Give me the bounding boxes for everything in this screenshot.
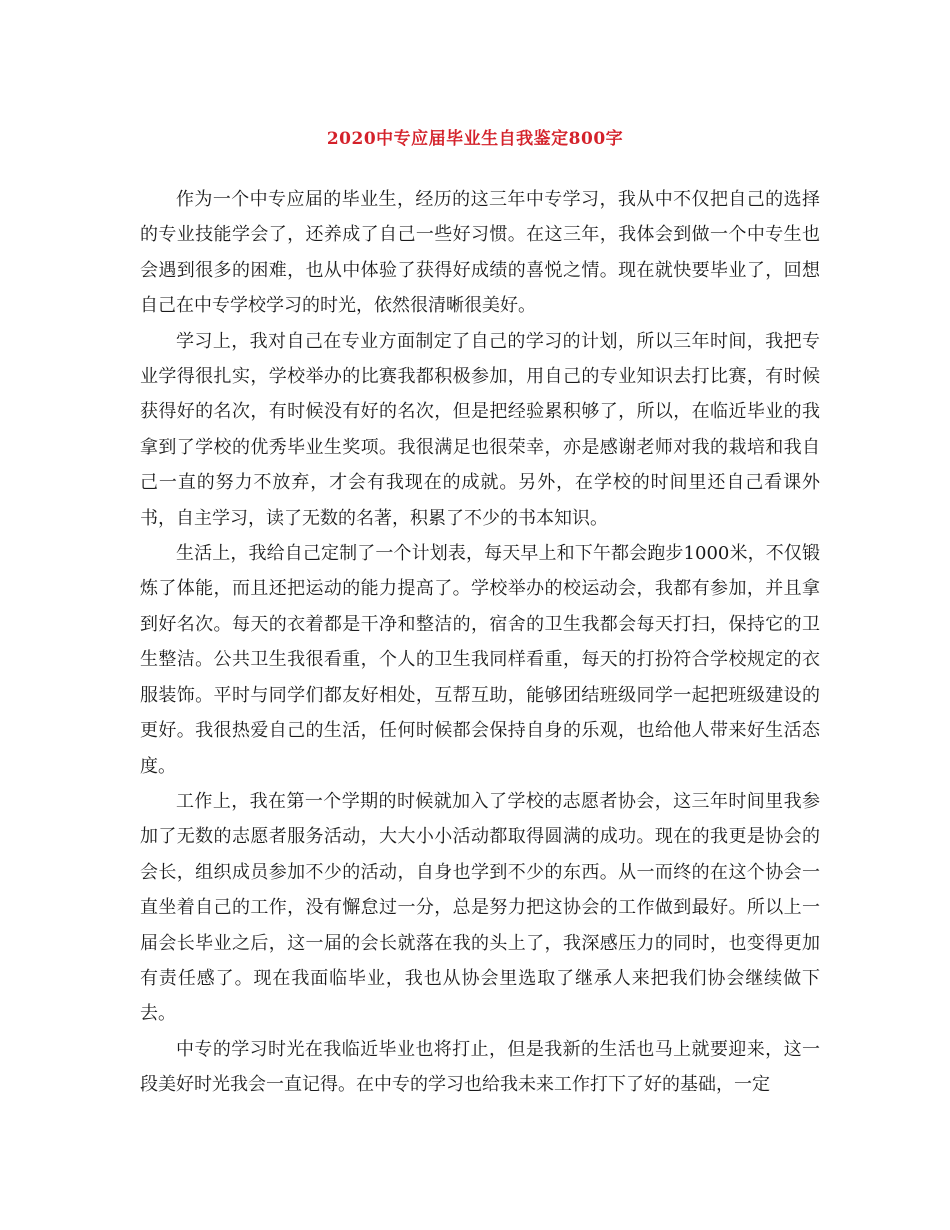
paragraph-life: 生活上，我给自己定制了一个计划表，每天早上和下午都会跑步1000米，不仅锻炼了体能，而且还把运动的能力提高了。学校举办的校运动会，我都有参加，并且拿到好名次。每天的衣着都是干净和整洁的，宿舍的卫生我都会每天打扫，保持它的卫生整洁。公共卫生我很看重，个人的卫生我同样看重，每天的打扮符合学校规定的衣服装饰。平时与同学们都友好相处，互帮互助，能够团结班级同学一起把班级建设的更好。我很热爱自己的生活，任何时候都会保持自身的乐观，也给他人带来好生活态度。 [140,543,820,777]
paragraph-closing: 中专的学习时光在我临近毕业也将打止，但是我新的生活也马上就要迎来，这一段美好时光我会一直记得。在中专的学习也给我未来工作打下了好的基础，一定 [140,1038,820,1096]
document-title: 2020中专应届毕业生自我鉴定800字 [326,129,624,149]
paragraph-study: 学习上，我对自己在专业方面制定了自己的学习的计划，所以三年时间，我把专业学得很扎实，学校举办的比赛我都积极参加，用自己的专业知识去打比赛，有时候获得好的名次，有时候没有好的名次，但是把经验累积够了，所以，在临近毕业的我拿到了学校的优秀毕业生奖项。我很满足也很荣幸，亦是感谢老师对我的栽培和我自己一直的努力不放弃，才会有我现在的成就。另外，在学校的时间里还自己看课外书，自主学习，读了无数的名著，积累了不少的书本知识。 [140,330,820,529]
paragraph-work: 工作上，我在第一个学期的时候就加入了学校的志愿者协会，这三年时间里我参加了无数的志愿者服务活动，大大小小活动都取得圆满的成功。现在的我更是协会的会长，组织成员参加不少的活动，自身也学到不少的东西。从一而终的在这个协会一直坐着自己的工作，没有懈怠过一分，总是努力把这协会的工作做到最好。所以上一届会长毕业之后，这一届的会长就落在我的头上了，我深感压力的同时，也变得更加有责任感了。现在我面临毕业，我也从协会里选取了继承人来把我们协会继续做下去。 [140,790,820,1025]
paragraph-intro: 作为一个中专应届的毕业生，经历的这三年中专学习，我从中不仅把自己的选择的专业技能学会了，还养成了自己一些好习惯。在这三年，我体会到做一个中专生也会遇到很多的困难，也从中体验了获得好成绩的喜悦之情。现在就快要毕业了，回想自己在中专学校学习的时光，依然很清晰很美好。 [140,189,820,317]
document-body [140,182,820,1103]
